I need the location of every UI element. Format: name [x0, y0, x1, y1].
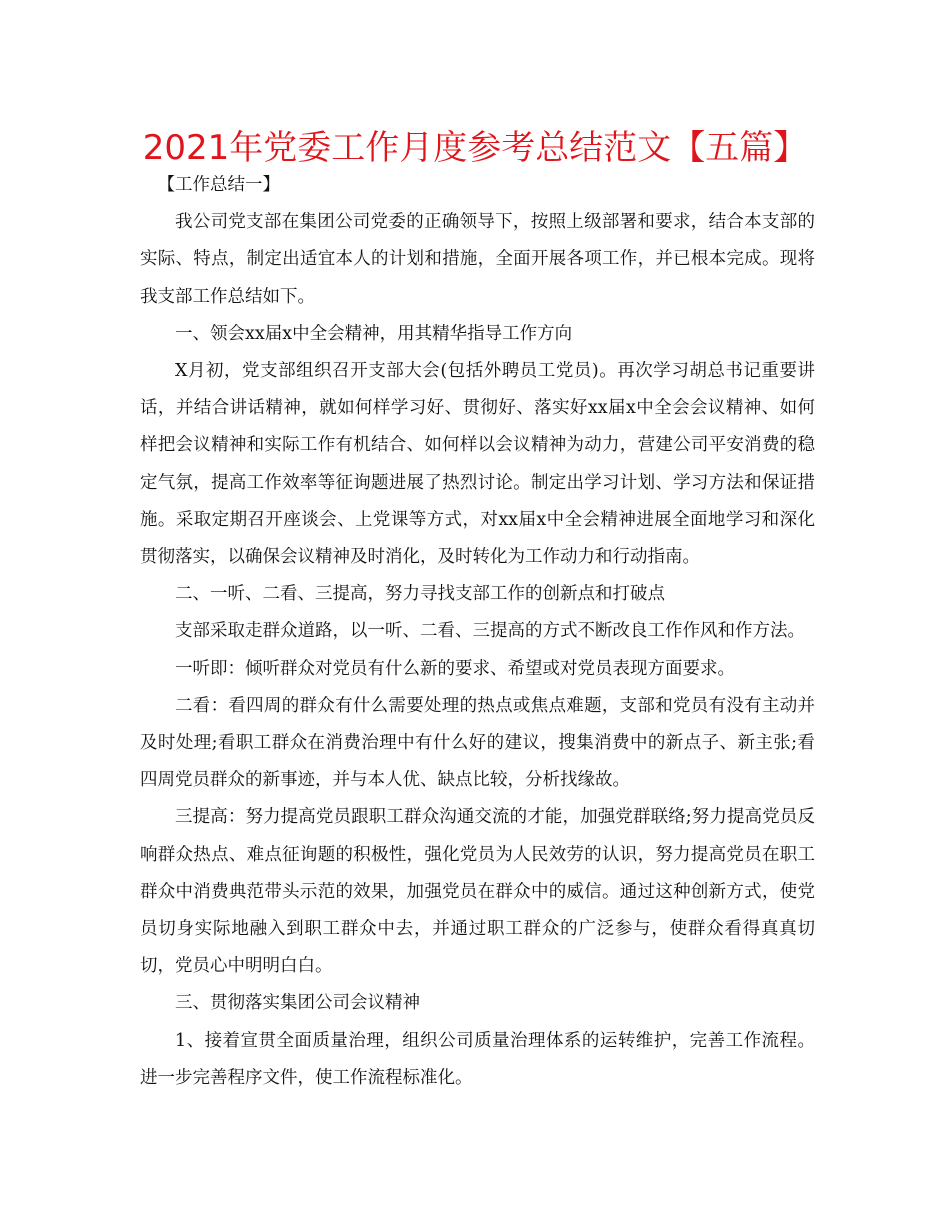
- document-title: 2021年党委工作月度参考总结范文【五篇】: [142, 128, 808, 168]
- section-heading: 三、贯彻落实集团公司会议精神: [175, 993, 420, 1014]
- body-paragraph: 二看：看四周的群众有什么需要处理的热点或焦点难题，支部和党员有没有主动并及时处理;看职工群众在消费治理中有什么好的建议，搜集消费中的新点子、新主张;看四周党员群众的新事迹，并与本人优、缺点比较，分析找缘故。: [140, 695, 815, 791]
- intro-paragraph: 我公司党支部在集团公司党委的正确领导下，按照上级部署和要求，结合本支部的实际、特点，制定出适宜本人的计划和措施，全面开展各项工作，并已根本完成。现将我支部工作总结如下。: [140, 212, 815, 307]
- body-paragraph: X月初，党支部组织召开支部大会(包括外聘员工党员)。再次学习胡总书记重要讲话，并结合讲话精神，就如何样学习好、贯彻好、落实好xx届x中全会会议精神、如何样把会议精神和实际工作有机结合、如何样以会议精神为动力，营建公司平安消费的稳定气氛，提高工作效率等征询题进展了热烈讨论。制定出学习计划、学习方法和保证措施。采取定期召开座谈会、上党课等方式，对xx届x中全会精神进展全面地学习和深化贯彻落实，以确保会议精神及时消化，及时转化为工作动力和行动指南。: [140, 361, 815, 568]
- body-paragraph: 支部采取走群众道路，以一听、二看、三提高的方式不断改良工作作风和作方法。: [175, 621, 805, 642]
- section-heading: 二、一听、二看、三提高，努力寻找支部工作的创新点和打破点: [175, 584, 665, 605]
- body-paragraph: 1、接着宣贯全面质量治理，组织公司质量治理体系的运转维护，完善工作流程。进一步完善程序文件，使工作流程标准化。: [140, 1030, 815, 1088]
- body-paragraph: 三提高：努力提高党员跟职工群众沟通交流的才能，加强党群联络;努力提高党员反响群众热点、难点征询题的积极性，强化党员为人民效劳的认识，努力提高党员在职工群众中消费典范带头示范的效果，加强党员在群众中的威信。通过这种创新方式，使党员切身实际地融入到职工群众中去，并通过职工群众的广泛参与，使群众看得真真切切，党员心中明明白白。: [140, 807, 815, 977]
- document-body: [140, 167, 815, 1097]
- section-heading: 一、领会xx届x中全会精神，用其精华指导工作方向: [175, 323, 573, 344]
- section-label: 【工作总结一】: [157, 175, 280, 195]
- body-paragraph: 一听即：倾听群众对党员有什么新的要求、希望或对党员表现方面要求。: [175, 658, 735, 679]
